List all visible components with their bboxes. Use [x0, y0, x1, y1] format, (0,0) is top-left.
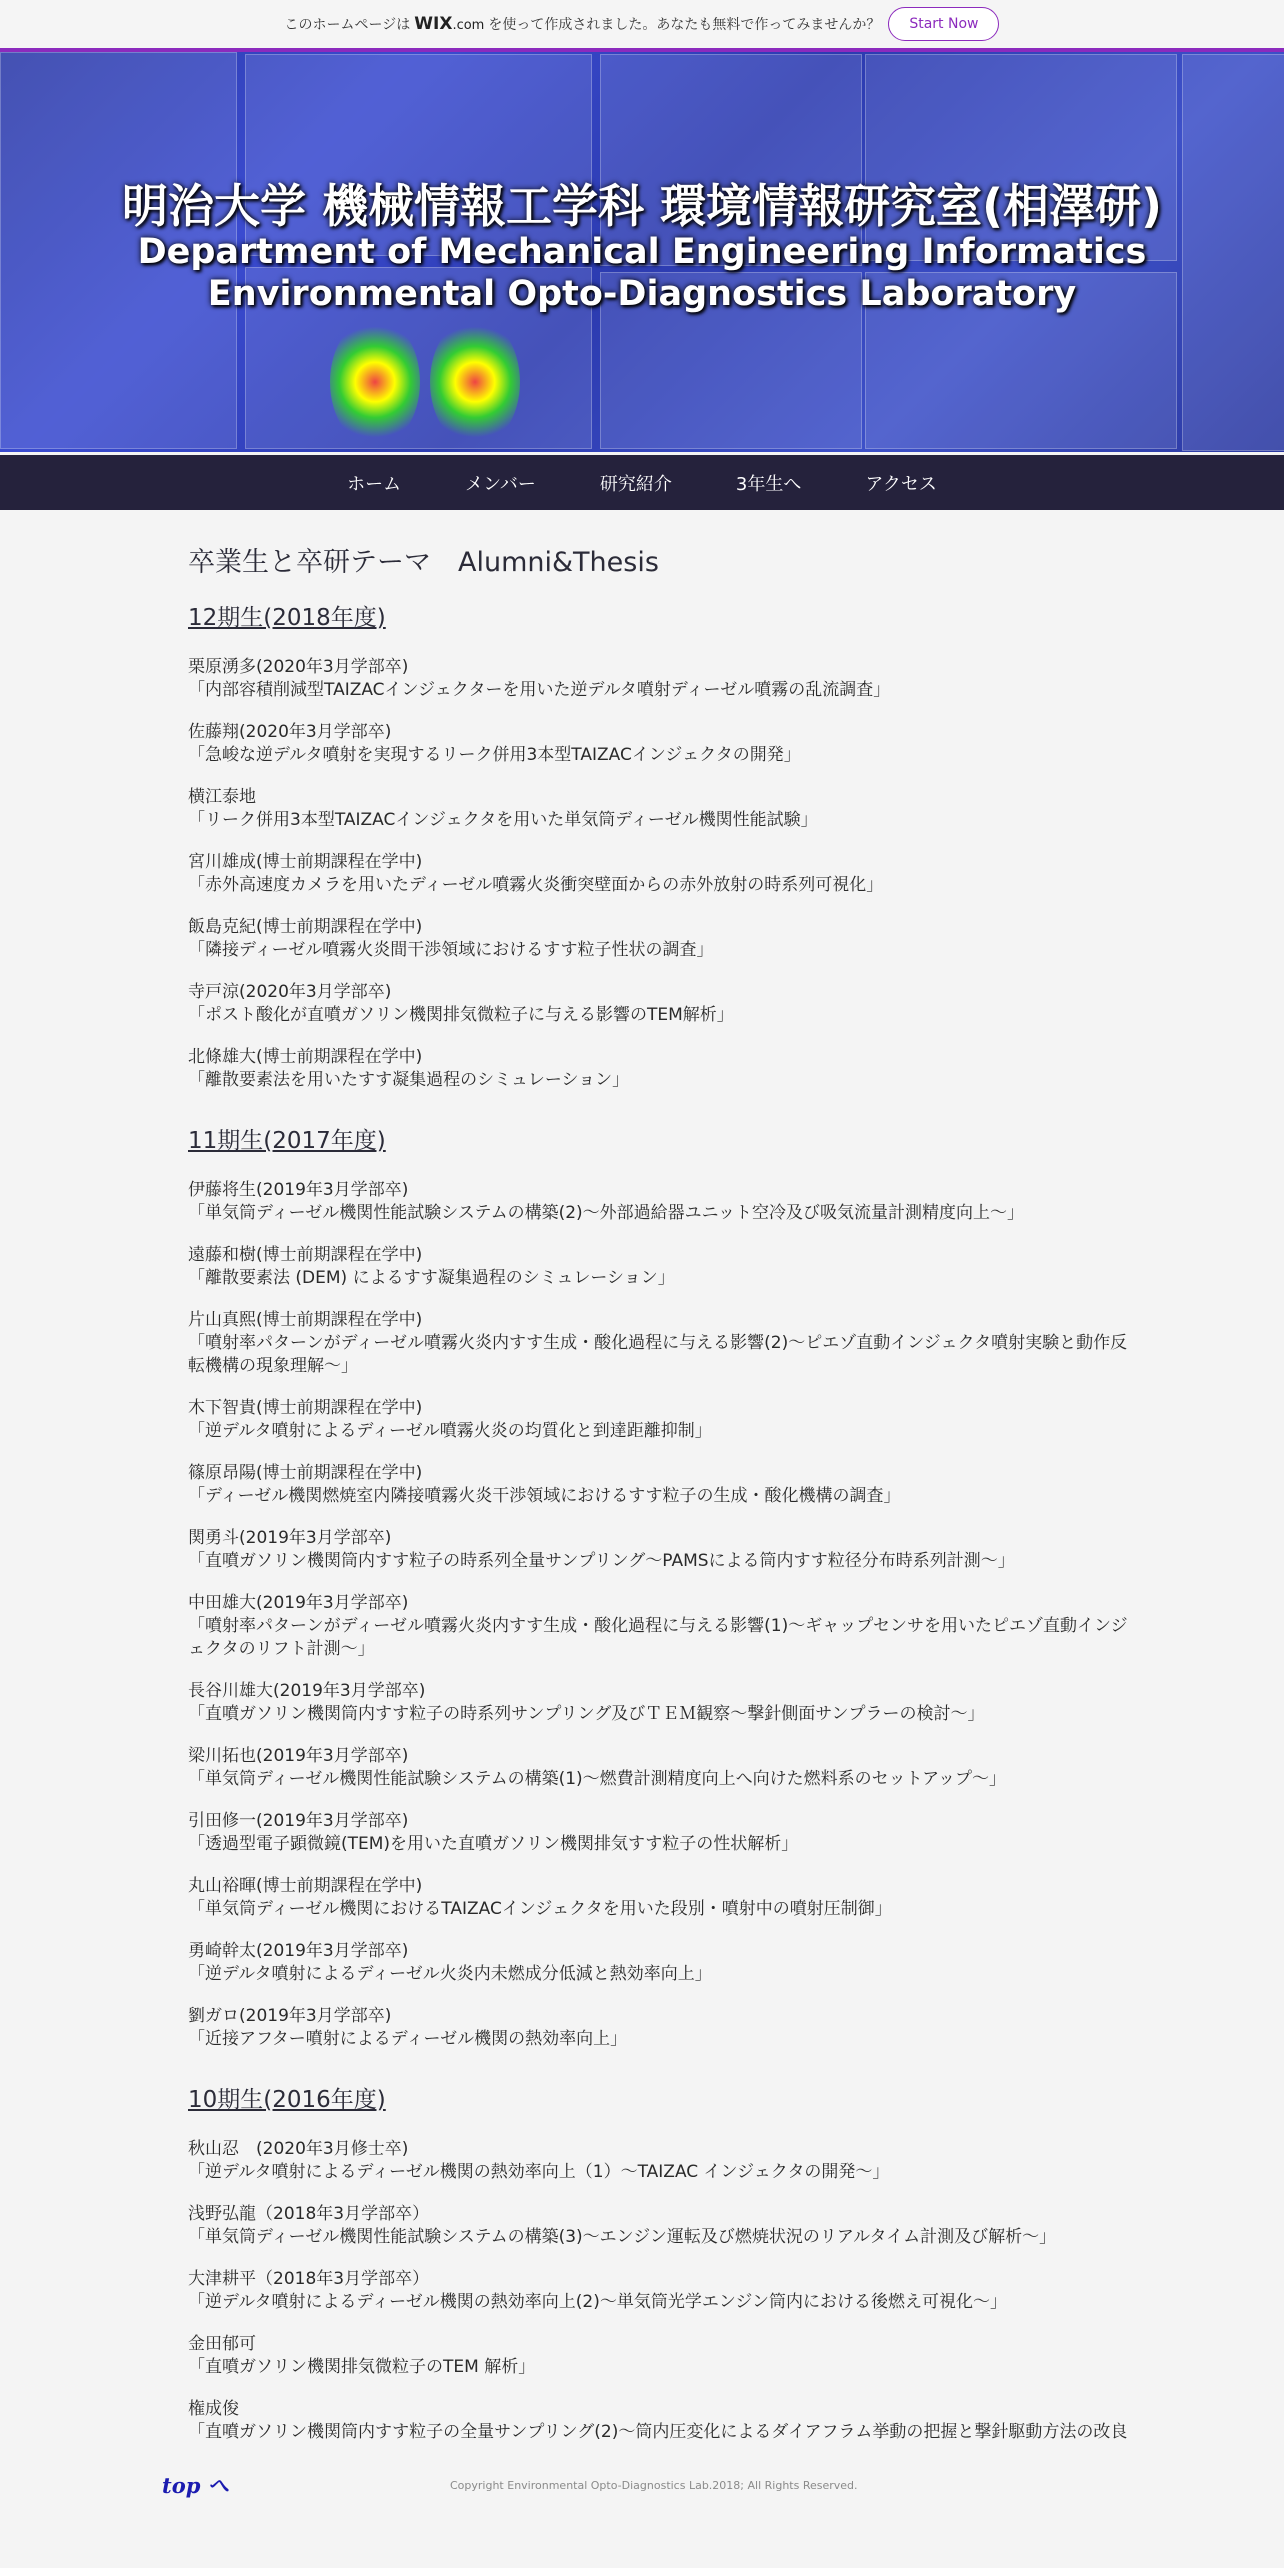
thesis-title: 「単気筒ディーゼル機関性能試験システムの構築(2)～外部過給器ユニット空冷及び吸気流量計測精度向上～」	[188, 1203, 1024, 1223]
alumni-entry	[188, 721, 1128, 767]
thesis-title: 「ポスト酸化が直噴ガソリン機関排気微粒子に与える影響のTEM解析」	[188, 1005, 734, 1025]
alumni-name: 長谷川雄大(2019年3月学部卒)	[188, 1681, 426, 1701]
site-title-jp: 明治大学 機械情報工学科 環境情報研究室(相澤研)	[121, 179, 1163, 233]
thesis-title: 「透過型電子顕微鏡(TEM)を用いた直噴ガソリン機関排気すす粒子の性状解析」	[188, 1834, 799, 1854]
alumni-name: 中田雄大(2019年3月学部卒)	[188, 1593, 409, 1613]
thesis-title: 「離散要素法 (DEM) によるすす凝集過程のシミュレーション」	[188, 1268, 675, 1288]
alumni-name: 丸山裕暉(博士前期課程在学中)	[188, 1876, 423, 1896]
alumni-name: 引田修一(2019年3月学部卒)	[188, 1811, 409, 1831]
section-heading: 12期生(2018年度)	[188, 605, 386, 631]
alumni-name: 関勇斗(2019年3月学部卒)	[188, 1528, 392, 1548]
alumni-name: 篠原昂陽(博士前期課程在学中)	[188, 1463, 423, 1483]
alumni-entry	[188, 656, 1128, 702]
thesis-title: 「離散要素法を用いたすす凝集過程のシミュレーション」	[188, 1070, 630, 1090]
thesis-title: 「単気筒ディーゼル機関性能試験システムの構築(3)～エンジン運転及び燃焼状況のリアルタイム計測及び解析～」	[188, 2227, 1057, 2247]
alumni-name: 片山真熙(博士前期課程在学中)	[188, 1310, 423, 1330]
alumni-name: 栗原湧多(2020年3月学部卒)	[188, 657, 409, 677]
nav-item-third-year[interactable]: 3年生へ	[735, 473, 802, 495]
alumni-entry	[188, 2005, 1128, 2051]
alumni-name: 佐藤翔(2020年3月学部卒)	[188, 722, 392, 742]
thesis-title: 「直噴ガソリン機関筒内すす粒子の時系列全量サンプリング～PAMSによる筒内すす粒径分布時系列計測～」	[188, 1551, 1015, 1571]
alumni-name: 宮川雄成(博士前期課程在学中)	[188, 852, 423, 872]
wix-banner-text-before: このホームページは	[284, 17, 411, 33]
thesis-title: 「直噴ガソリン機関筒内すす粒子の全量サンプリング(2)～筒内圧変化によるダイアフラム挙動の把握と撃針駆動方法の改良	[188, 2422, 1128, 2442]
main-nav	[0, 455, 1284, 510]
nav-item-access[interactable]: アクセス	[865, 473, 937, 495]
alumni-entry	[188, 1527, 1128, 1573]
alumni-entry	[188, 2138, 1128, 2184]
thesis-title: 「リーク併用3本型TAIZACインジェクタを用いた単気筒ディーゼル機関性能試験」	[188, 810, 818, 830]
nav-item-members[interactable]: メンバー	[465, 473, 536, 495]
thesis-title: 「急峻な逆デルタ噴射を実現するリーク併用3本型TAIZACインジェクタの開発」	[188, 745, 801, 765]
alumni-name: 北條雄大(博士前期課程在学中)	[188, 1047, 423, 1067]
alumni-entry	[188, 1046, 1128, 1092]
thesis-title: 「逆デルタ噴射によるディーゼル火炎内未燃成分低減と熱効率向上」	[188, 1964, 712, 1984]
alumni-section	[188, 599, 1128, 1092]
section-heading: 11期生(2017年度)	[188, 1128, 386, 1154]
thesis-title: 「赤外高速度カメラを用いたディーゼル噴霧火炎衝突壁面からの赤外放射の時系列可視化」	[188, 875, 884, 895]
alumni-name: 寺戸涼(2020年3月学部卒)	[188, 982, 392, 1002]
alumni-sections	[188, 599, 1128, 2444]
alumni-name: 飯島克紀(博士前期課程在学中)	[188, 917, 423, 937]
alumni-entry	[188, 1244, 1128, 1290]
alumni-section	[188, 2081, 1128, 2444]
thesis-title: 「逆デルタ噴射によるディーゼル噴霧火炎の均質化と到達距離抑制」	[188, 1421, 712, 1441]
alumni-entry	[188, 1462, 1128, 1508]
alumni-section	[188, 1122, 1128, 2051]
nav-item-research[interactable]: 研究紹介	[599, 473, 672, 495]
thesis-title: 「単気筒ディーゼル機関におけるTAIZACインジェクタを用いた段別・噴射中の噴射圧制御」	[188, 1899, 892, 1919]
alumni-entry	[188, 2333, 1128, 2379]
wix-logo-suffix: .com	[452, 18, 485, 33]
alumni-name: 木下智貴(博士前期課程在学中)	[188, 1398, 423, 1418]
site-title-en-line2: Environmental Opto-Diagnostics Laboratory	[207, 274, 1077, 314]
thesis-title: 「隣接ディーゼル噴霧火炎間干渉領域におけるすす粒子性状の調査」	[188, 940, 714, 960]
thesis-title: 「逆デルタ噴射によるディーゼル機関の熱効率向上(2)～単気筒光学エンジン筒内における後燃え可視化～」	[188, 2292, 1007, 2312]
alumni-entry	[188, 1680, 1128, 1726]
alumni-entry	[188, 1592, 1128, 1661]
wix-promo-banner	[0, 0, 1284, 52]
thesis-title: 「近接アフター噴射によるディーゼル機関の熱効率向上」	[188, 2029, 628, 2049]
thesis-title: 「直噴ガソリン機関筒内すす粒子の時系列サンプリング及びＴＥＭ観察～撃針側面サンプラーの検討～」	[188, 1704, 985, 1724]
alumni-name: 金田郁可	[188, 2334, 256, 2354]
thesis-title: 「噴射率パターンがディーゼル噴霧火炎内すす生成・酸化過程に与える影響(1)～ギャップセンサを用いたピエゾ直動インジェクタのリフト計測～」	[188, 1616, 1128, 1659]
alumni-name: 横江泰地	[188, 787, 256, 807]
header-banner	[0, 52, 1284, 452]
wix-logo[interactable]	[414, 14, 484, 34]
alumni-entry	[188, 2268, 1128, 2314]
alumni-entry	[188, 2203, 1128, 2249]
alumni-entry	[188, 1810, 1128, 1856]
alumni-entry	[188, 1397, 1128, 1443]
alumni-entry	[188, 1179, 1128, 1225]
alumni-name: 劉ガロ(2019年3月学部卒)	[188, 2006, 392, 2026]
wix-logo-text: WIX	[414, 14, 453, 34]
back-to-top-link[interactable]: top へ	[162, 2473, 229, 2498]
copyright-text: Copyright Environmental Opto-Diagnostics Lab.2018; All Rights Reserved.	[450, 2479, 858, 2492]
thesis-title: 「噴射率パターンがディーゼル噴霧火炎内すす生成・酸化過程に与える影響(2)～ピエゾ直動インジェクタ噴射実験と動作反転機構の現象理解～」	[188, 1333, 1128, 1376]
alumni-entry	[188, 1875, 1128, 1921]
alumni-entry	[188, 916, 1128, 962]
flame-contour-left	[330, 317, 420, 447]
alumni-entry	[188, 2398, 1128, 2444]
alumni-name: 権成俊	[188, 2399, 239, 2419]
thesis-title: 「単気筒ディーゼル機関性能試験システムの構築(1)～燃費計測精度向上へ向けた燃料系のセットアップ～」	[188, 1769, 1006, 1789]
thesis-title: 「内部容積削減型TAIZACインジェクターを用いた逆デルタ噴射ディーゼル噴霧の乱流調査」	[188, 680, 891, 700]
alumni-name: 勇崎幹太(2019年3月学部卒)	[188, 1941, 409, 1961]
alumni-name: 大津耕平（2018年3月学部卒）	[188, 2269, 430, 2289]
page-title: 卒業生と卒研テーマ Alumni&Thesis	[188, 547, 659, 578]
nav-item-home[interactable]: ホーム	[347, 473, 402, 495]
alumni-name: 梁川拓也(2019年3月学部卒)	[188, 1746, 409, 1766]
alumni-name: 秋山忍 (2020年3月修士卒)	[188, 2139, 409, 2159]
alumni-name: 伊藤将生(2019年3月学部卒)	[188, 1180, 409, 1200]
alumni-entry	[188, 1309, 1128, 1378]
alumni-entry	[188, 1940, 1128, 1986]
alumni-entry	[188, 1745, 1128, 1791]
section-heading: 10期生(2016年度)	[188, 2087, 386, 2113]
thesis-title: 「逆デルタ噴射によるディーゼル機関の熱効率向上（1）～TAIZAC インジェクタの開発～」	[188, 2162, 890, 2182]
site-title-en-line1: Department of Mechanical Engineering Informatics	[137, 232, 1147, 272]
main-content	[188, 540, 1128, 2474]
alumni-entry	[188, 981, 1128, 1027]
flame-contour-right	[430, 317, 520, 447]
alumni-name: 浅野弘龍（2018年3月学部卒）	[188, 2204, 430, 2224]
thesis-title: 「直噴ガソリン機関排気微粒子のTEM 解析」	[188, 2357, 536, 2377]
thesis-title: 「ディーゼル機関燃焼室内隣接噴霧火炎干渉領域におけるすす粒子の生成・酸化機構の調査」	[188, 1486, 901, 1506]
start-now-button[interactable]: Start Now	[888, 7, 999, 41]
alumni-entry	[188, 786, 1128, 832]
wix-banner-text-after: を使って作成されました。あなたも無料で作ってみませんか？	[488, 17, 881, 33]
alumni-name: 遠藤和樹(博士前期課程在学中)	[188, 1245, 423, 1265]
alumni-entry	[188, 851, 1128, 897]
